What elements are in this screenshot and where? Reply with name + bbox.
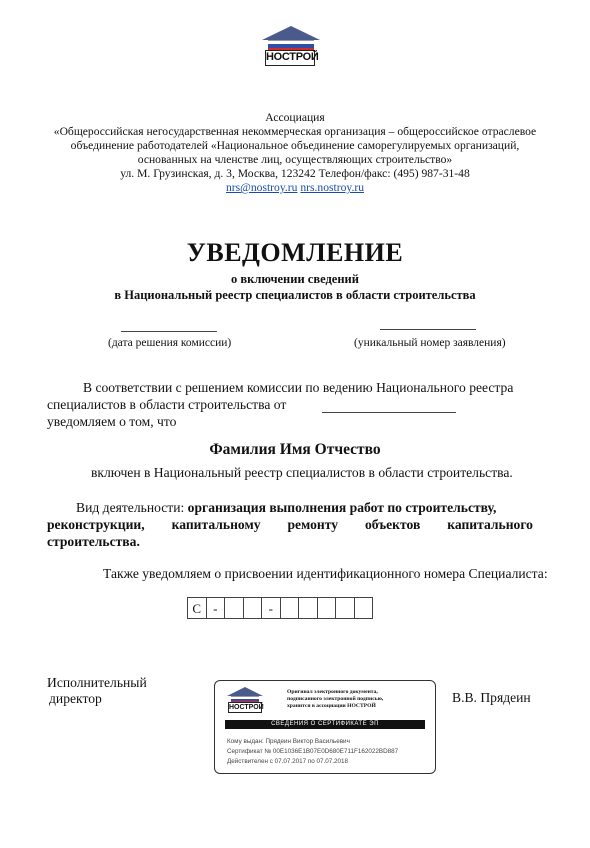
id-box bbox=[298, 597, 318, 619]
subtitle-1: о включении сведений bbox=[231, 272, 359, 286]
stamp-logo-text: НОСТРОЙ bbox=[229, 704, 264, 711]
activity-line3: строительства. bbox=[47, 534, 140, 549]
id-box bbox=[280, 597, 300, 619]
header-line-1: Ассоциация bbox=[265, 111, 325, 124]
para1-line1: В соответствии с решением комиссии по ведению Национального реестра bbox=[83, 380, 514, 395]
id-notice: Также уведомляем о присвоении идентификационного номера Специалиста: bbox=[103, 566, 548, 581]
signer-name: В.В. Прядеин bbox=[452, 690, 531, 705]
logo-flag bbox=[268, 40, 314, 50]
application-number-label: (уникальный номер заявления) bbox=[354, 337, 506, 349]
stamp-note bbox=[287, 689, 432, 710]
activity-line1 bbox=[76, 500, 496, 516]
activity-word: объектов bbox=[364, 517, 421, 532]
decision-date-line bbox=[121, 331, 217, 332]
activity-line2 bbox=[47, 517, 533, 533]
stamp-note-line: хранится в ассоциации НОСТРОЙ bbox=[287, 703, 376, 709]
decision-date-label: (дата решения комиссии) bbox=[108, 337, 232, 349]
included-text: включен в Национальный реестр специалистов в области строительства. bbox=[91, 465, 513, 480]
header-contacts bbox=[0, 181, 590, 195]
activity-word: капитальному bbox=[171, 517, 261, 532]
activity-value-1: организация выполнения работ по строительству, bbox=[187, 500, 497, 515]
e-signature-stamp bbox=[214, 680, 436, 774]
document-title: УВЕДОМЛЕНИЕ bbox=[186, 238, 404, 267]
stamp-note-line: подписанного электронной подписью, bbox=[287, 696, 384, 702]
specialist-name: Фамилия Имя Отчество bbox=[209, 441, 381, 458]
stamp-logo-roof bbox=[227, 687, 263, 696]
para1-line2: специалистов в области строительства от bbox=[47, 397, 287, 412]
id-box: С bbox=[187, 597, 207, 619]
stamp-logo bbox=[227, 687, 263, 715]
subtitle-2: в Национальный реестр специалистов в области строительства bbox=[114, 288, 476, 302]
id-box bbox=[354, 597, 374, 619]
id-box: - bbox=[261, 597, 281, 619]
stamp-note-line: Оригинал электронного документа, bbox=[287, 689, 378, 695]
id-box bbox=[243, 597, 263, 619]
activity-word: ремонту bbox=[287, 517, 339, 532]
id-box bbox=[317, 597, 337, 619]
application-number-line bbox=[380, 329, 476, 330]
stamp-certificate-number: Сертификат № 00E1036E1B07E0D680E711F162022BD887 bbox=[227, 748, 399, 755]
id-box bbox=[335, 597, 355, 619]
nostroy-logo bbox=[262, 26, 320, 70]
date-line bbox=[322, 412, 456, 413]
header-line-2: «Общероссийская негосударственная некоммерческая организация – общероссийское отраслевое bbox=[53, 125, 537, 138]
position-line2: директор bbox=[49, 691, 102, 706]
position-line1: Исполнительный bbox=[47, 675, 147, 690]
activity-word: реконструкции, bbox=[47, 517, 145, 532]
id-box bbox=[224, 597, 244, 619]
activity-word: капитального bbox=[447, 517, 533, 532]
stamp-certificate-header: СВЕДЕНИЯ О СЕРТИФИКАТЕ ЭП bbox=[225, 720, 425, 729]
header-line-5: ул. М. Грузинская, д. 3, Москва, 123242 Телефон/факс: (495) 987-31-48 bbox=[120, 167, 470, 180]
stamp-validity: Действителен с 07.07.2017 по 07.07.2018 bbox=[227, 758, 349, 765]
header-line-4: основанных на членстве лиц, осуществляющих строительство» bbox=[137, 153, 453, 166]
activity-label: Вид деятельности: bbox=[76, 500, 185, 515]
para1-line3: уведомляем о том, что bbox=[47, 414, 177, 429]
logo-roof bbox=[262, 26, 320, 40]
email-link[interactable]: nrs@nostroy.ru bbox=[226, 181, 298, 194]
id-box: - bbox=[206, 597, 226, 619]
stamp-issued-to: Кому выдан: Прядеин Виктор Васильевич bbox=[227, 738, 350, 745]
site-link[interactable]: nrs.nostroy.ru bbox=[300, 181, 364, 194]
id-number-boxes bbox=[188, 597, 373, 619]
header-line-3: объединение работодателей «Национальное объединение саморегулируемых организаций, bbox=[70, 139, 520, 152]
logo-text: НОСТРОЙ bbox=[265, 50, 315, 66]
